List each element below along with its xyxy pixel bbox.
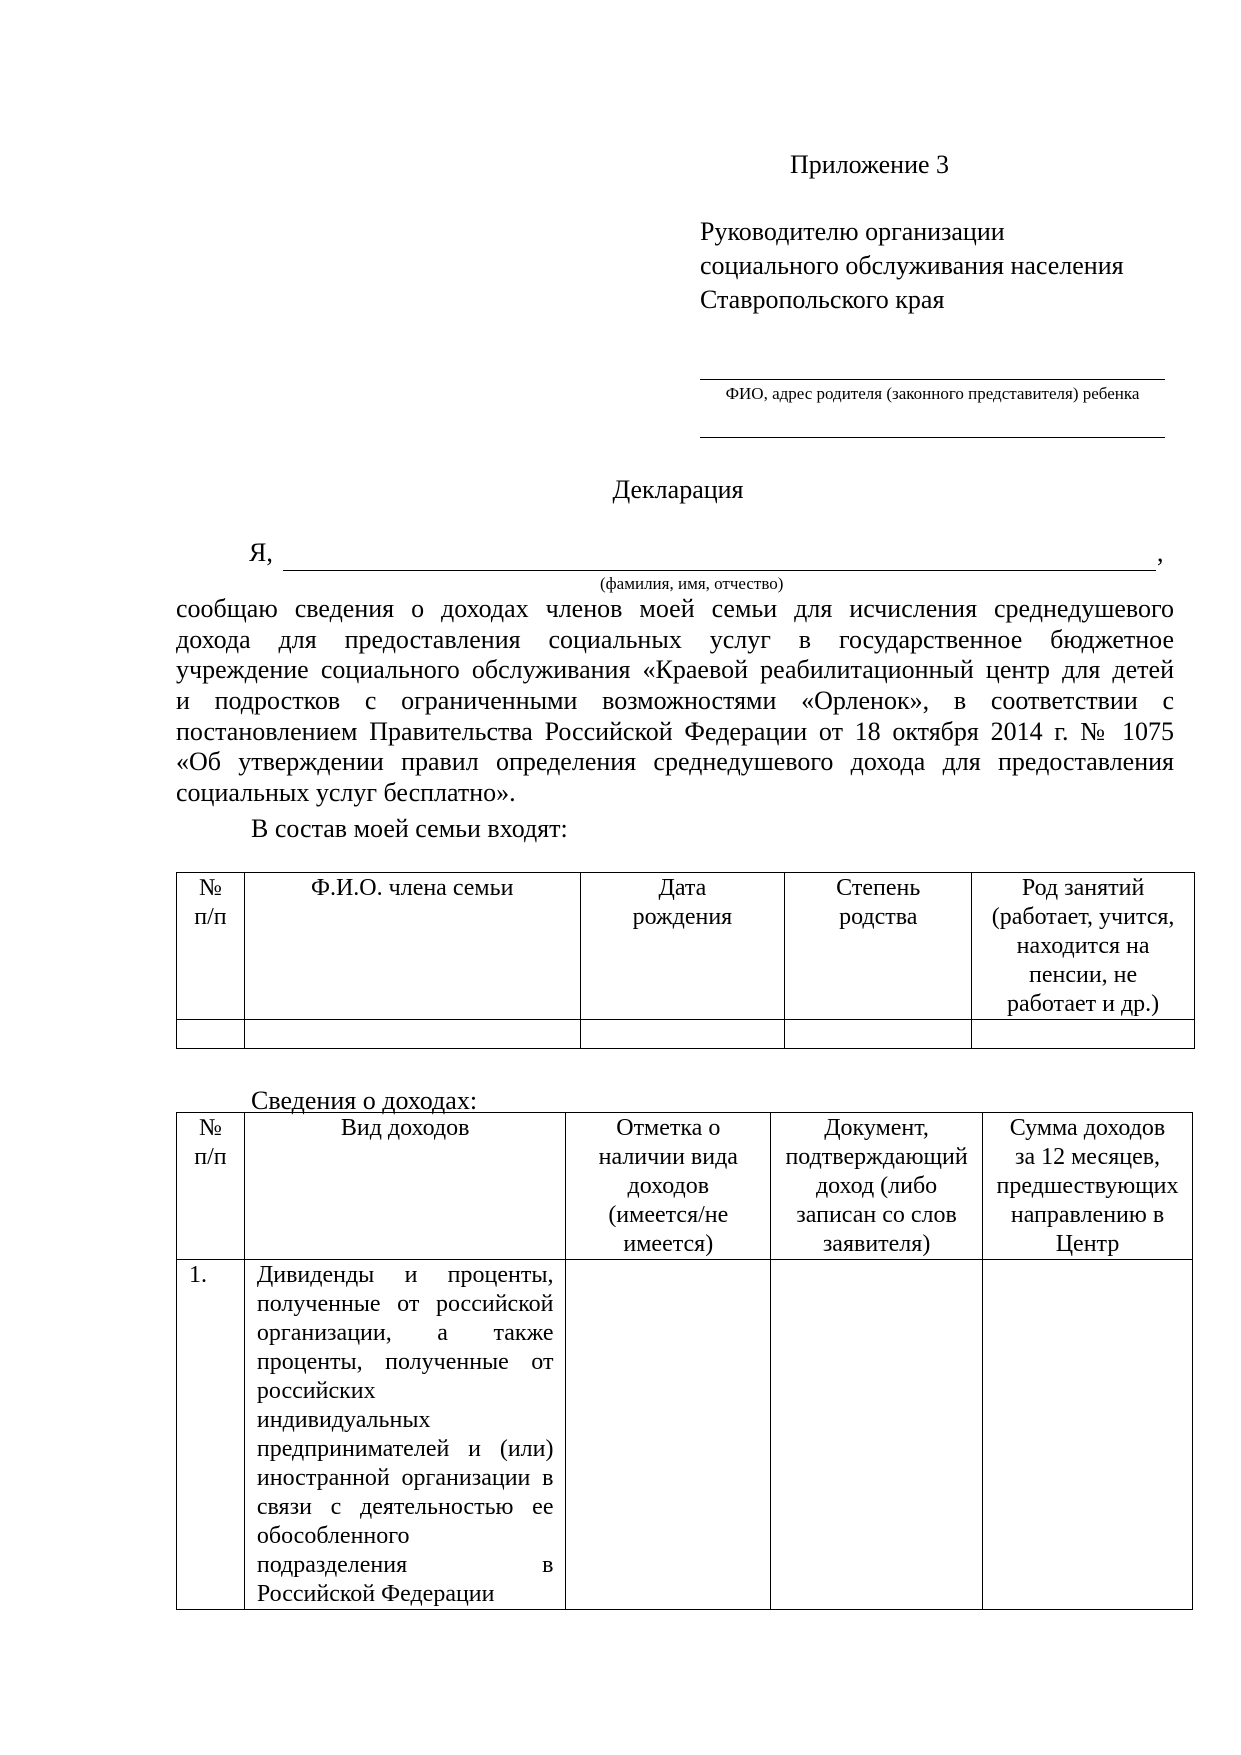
table-row <box>177 1020 1195 1049</box>
header-number: № п/п <box>177 1113 245 1260</box>
table-header-row <box>177 1113 1193 1260</box>
addressee-line: социального обслуживания населения <box>700 251 1124 280</box>
parent-fio-caption: ФИО, адрес родителя (законного представителя) ребенка <box>725 384 1140 403</box>
income-intro: Сведения о доходах: <box>251 1086 478 1115</box>
parent-address-field[interactable] <box>700 403 1165 438</box>
addressee-block <box>700 215 1124 317</box>
declarant-suffix: , <box>1157 538 1164 567</box>
income-mark-cell[interactable] <box>566 1260 771 1610</box>
family-name-cell[interactable] <box>244 1020 580 1049</box>
family-occupation-cell[interactable] <box>972 1020 1195 1049</box>
body-line: сообщаю сведения о доходах членов моей семьи для исчисления среднедушевого <box>176 594 1174 623</box>
declarant-row <box>249 536 1169 570</box>
addressee-line: Ставропольского края <box>700 285 945 314</box>
addressee-line: Руководителю организации <box>700 217 1005 246</box>
body-line: постановлением Правительства Российской Федерации от 18 октября 2014 г. № 1075 <box>176 716 1174 746</box>
income-type-cell: Дивиденды и проценты, полученные от российской организации, а также проценты, полученные от российских индивидуальных предпринимателей и (или) иностранной организации в связи с деятельностью ее обособленного подразделения в Российской Федерации <box>244 1260 566 1610</box>
header-income-mark: Отметка о наличии вида доходов (имеется/не имеется) <box>566 1113 771 1260</box>
document-title: Декларация <box>612 475 744 504</box>
income-document-cell[interactable] <box>771 1260 983 1610</box>
body-line: учреждение социального обслуживания «Краевой реабилитационный центр для детей <box>176 655 1174 685</box>
header-occupation: Род занятий (работает, учится, находится на пенсии, не работает и др.) <box>972 873 1195 1020</box>
header-birth-date: Дата рождения <box>580 873 785 1020</box>
income-table <box>176 1112 1193 1610</box>
declaration-body <box>176 594 1174 809</box>
family-relationship-cell[interactable] <box>785 1020 972 1049</box>
header-income-amount: Сумма доходов за 12 месяцев, предшествующих направлению в Центр <box>983 1113 1193 1260</box>
body-line: «Об утверждении правил определения среднедушевого дохода для предоставления <box>176 747 1174 777</box>
header-income-document: Документ, подтверждающий доход (либо записан со слов заявителя) <box>771 1113 983 1260</box>
family-intro: В состав моей семьи входят: <box>251 814 568 843</box>
declarant-name-field[interactable] <box>283 536 1156 571</box>
header-member-name: Ф.И.О. члена семьи <box>244 873 580 1020</box>
income-number-cell: 1. <box>177 1260 245 1610</box>
parent-fio-field[interactable] <box>700 345 1165 380</box>
family-number-cell[interactable] <box>177 1020 245 1049</box>
header-relationship: Степень родства <box>785 873 972 1020</box>
table-header-row <box>177 873 1195 1020</box>
family-members-table <box>176 872 1195 1049</box>
income-amount-cell[interactable] <box>983 1260 1193 1610</box>
header-number: № п/п <box>177 873 245 1020</box>
body-line: и подростков с ограниченными возможностями «Орленок», в соответствии с <box>176 686 1174 716</box>
header-income-type: Вид доходов <box>244 1113 566 1260</box>
declarant-name-caption: (фамилия, имя, отчество) <box>600 574 784 593</box>
body-line: социальных услуг бесплатно». <box>176 778 516 808</box>
declarant-prefix: Я, <box>249 538 273 567</box>
family-birth-date-cell[interactable] <box>580 1020 785 1049</box>
appendix-label: Приложение 3 <box>790 150 950 179</box>
table-row <box>177 1260 1193 1610</box>
body-line: дохода для предоставления социальных услуг в государственное бюджетное <box>176 624 1174 654</box>
